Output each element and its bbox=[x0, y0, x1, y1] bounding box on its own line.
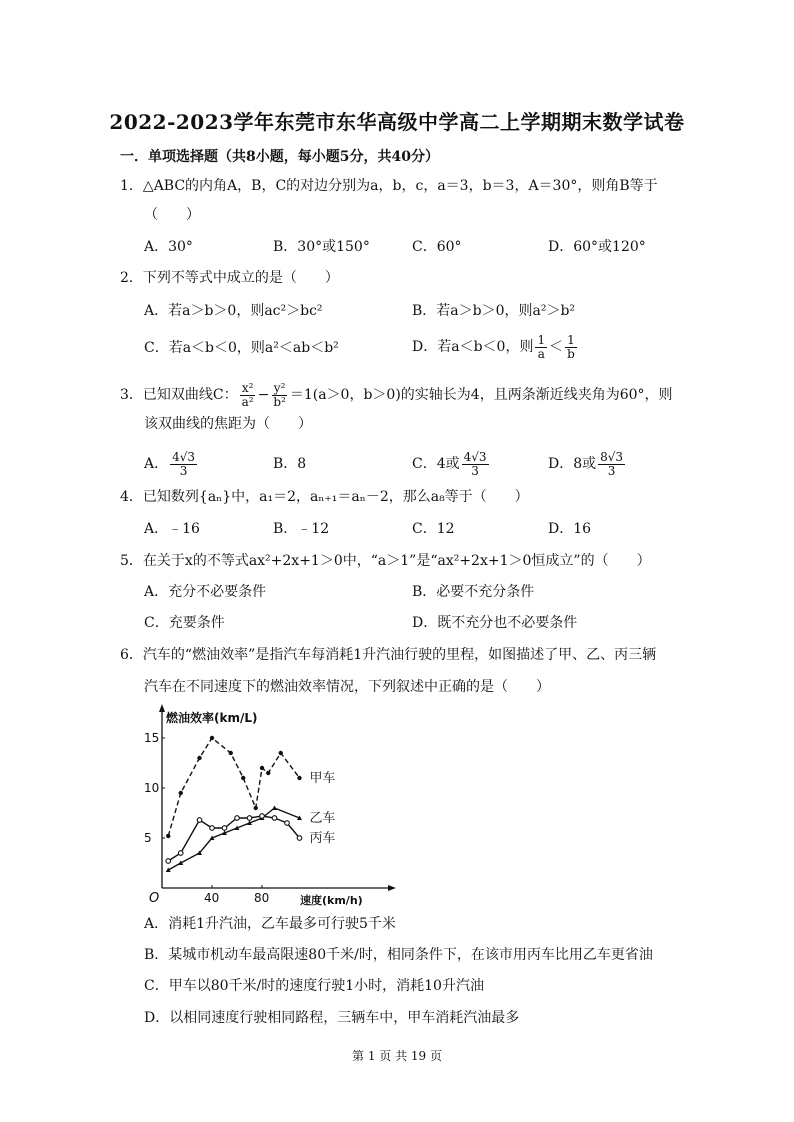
series-2-point bbox=[272, 816, 277, 821]
section-heading: 一．单项选择题（共8小题，每小题5分，共40分） bbox=[120, 149, 439, 165]
q4-option-c: C．12 bbox=[412, 521, 455, 537]
question-3-stem: 3．已知双曲线C： $\frac{\text{x²}}{\text{a²}}$ − $\frac{\text{y²}}{\text{b²}}$ ＝1(a＞0，b＞0)的实轴长为4，且两条渐近线夹角为60°，则 bbox=[120, 380, 673, 409]
page-title: 2022-2023学年东莞市东华高级中学高二上学期期末数学试卷 bbox=[109, 110, 685, 134]
question-2-stem: 2．下列不等式中成立的是（ ） bbox=[120, 270, 339, 286]
q6-option-b: B．某城市机动车最高限速80千米/时，相同条件下，在该市用丙车比用乙车更省油 bbox=[144, 947, 653, 963]
series-0-point bbox=[210, 736, 214, 740]
series-0-point bbox=[297, 776, 301, 780]
y-tick-label-5: 5 bbox=[144, 831, 152, 845]
y-tick-label-15: 15 bbox=[144, 731, 160, 745]
series-2-point bbox=[235, 816, 240, 821]
y-axis-arrow bbox=[159, 704, 165, 712]
y-axis-label: 燃油效率(km/L) bbox=[166, 711, 258, 725]
q5-option-c: C．充要条件 bbox=[144, 615, 225, 631]
fuel-efficiency-chart bbox=[130, 700, 400, 910]
series-2-point bbox=[197, 818, 202, 823]
x-axis-label: 速度(km/h) bbox=[300, 894, 363, 907]
q6-option-c: C．甲车以80千米/时的速度行驶1小时，消耗10升汽油 bbox=[144, 978, 484, 994]
q5-option-a: A．充分不必要条件 bbox=[144, 584, 267, 600]
x-axis-arrow bbox=[388, 885, 396, 891]
series-0-point bbox=[179, 791, 183, 795]
q1-option-a: A．30° bbox=[144, 239, 193, 255]
series-2-point bbox=[247, 816, 252, 821]
q3-option-d: D．8或 $\frac{8√3}{3}$ bbox=[548, 449, 624, 478]
series-label-1: 乙车 bbox=[309, 811, 336, 826]
question-6-stem: 6．汽车的“燃油效率”是指汽车每消耗1升汽油行驶的里程，如图描述了甲、乙、丙三辆 bbox=[120, 647, 657, 663]
q1-option-d: D．60°或120° bbox=[548, 239, 646, 255]
q2-option-a: A．若a＞b＞0，则ac²＞bc² bbox=[144, 303, 323, 319]
series-2-point bbox=[285, 821, 290, 826]
question-3-stem-line2: 该双曲线的焦距为（ ） bbox=[144, 416, 312, 432]
x-tick-label-80: 80 bbox=[254, 891, 270, 905]
series-0-point bbox=[166, 834, 170, 838]
series-label-2: 丙车 bbox=[309, 831, 336, 846]
series-2-point bbox=[210, 826, 215, 831]
question-4-stem: 4．已知数列{aₙ}中，a₁＝2，aₙ₊₁＝aₙ－2，那么a₈等于（ ） bbox=[120, 489, 529, 505]
q5-option-b: B．必要不充分条件 bbox=[412, 584, 535, 600]
page-footer: 第 1 页 共 19 页 bbox=[352, 1049, 442, 1063]
q4-option-d: D．16 bbox=[548, 521, 592, 537]
series-2-point bbox=[178, 851, 183, 856]
series-0-point bbox=[266, 771, 270, 775]
q3-option-a: A． $\frac{4√3}{3}$ bbox=[144, 449, 196, 478]
q5-option-d: D．既不充分也不必要条件 bbox=[412, 615, 578, 631]
q2-option-b: B．若a＞b＞0，则a²＞b² bbox=[412, 303, 576, 319]
series-2-point bbox=[297, 836, 302, 841]
q1-option-b: B．30°或150° bbox=[273, 239, 370, 255]
q3-option-c: C．4或 $\frac{4√3}{3}$ bbox=[412, 449, 487, 478]
y-tick-label-10: 10 bbox=[144, 781, 160, 795]
series-0-point bbox=[254, 806, 258, 810]
q4-option-a: A．﹣16 bbox=[144, 521, 200, 537]
series-0-point bbox=[197, 756, 201, 760]
question-1-paren: （ ） bbox=[144, 207, 200, 223]
series-2-point bbox=[166, 859, 171, 864]
series-2-point bbox=[260, 814, 265, 819]
q2-option-c: C．若a＜b＜0，则a²＜ab＜b² bbox=[144, 340, 339, 356]
series-0-point bbox=[260, 766, 264, 770]
question-5-stem: 5．在关于x的不等式ax²+2x+1＞0中，“a＞1”是“ax²+2x+1＞0恒成立”的（ ） bbox=[120, 553, 651, 569]
origin-label: O bbox=[149, 891, 160, 906]
q6-option-d: D．以相同速度行驶相同路程，三辆车中，甲车消耗汽油最多 bbox=[144, 1010, 520, 1026]
series-label-0: 甲车 bbox=[309, 771, 336, 786]
question-1-stem: 1．△ABC的内角A，B，C的对边分别为a，b，c，a＝3，b＝3，A＝30°，则角B等于 bbox=[120, 178, 658, 194]
q2-option-d: D．若a＜b＜0，则 $\frac{1}{a}$ ＜ $\frac{1}{b}$ bbox=[412, 332, 575, 361]
q6-option-a: A．消耗1升汽油，乙车最多可行驶5千米 bbox=[144, 916, 396, 932]
x-tick-label-40: 40 bbox=[204, 891, 220, 905]
series-0-point bbox=[229, 751, 233, 755]
series-line-2 bbox=[168, 816, 299, 861]
series-0-point bbox=[241, 776, 245, 780]
series-0-point bbox=[279, 751, 283, 755]
series-2-point bbox=[222, 826, 227, 831]
q1-option-c: C．60° bbox=[412, 239, 462, 255]
series-1-point bbox=[272, 806, 277, 811]
q3-option-b: B．8 bbox=[273, 456, 307, 472]
question-6-stem-line2: 汽车在不同速度下的燃油效率情况，下列叙述中正确的是（ ） bbox=[144, 679, 550, 695]
q4-option-b: B．﹣12 bbox=[273, 521, 330, 537]
